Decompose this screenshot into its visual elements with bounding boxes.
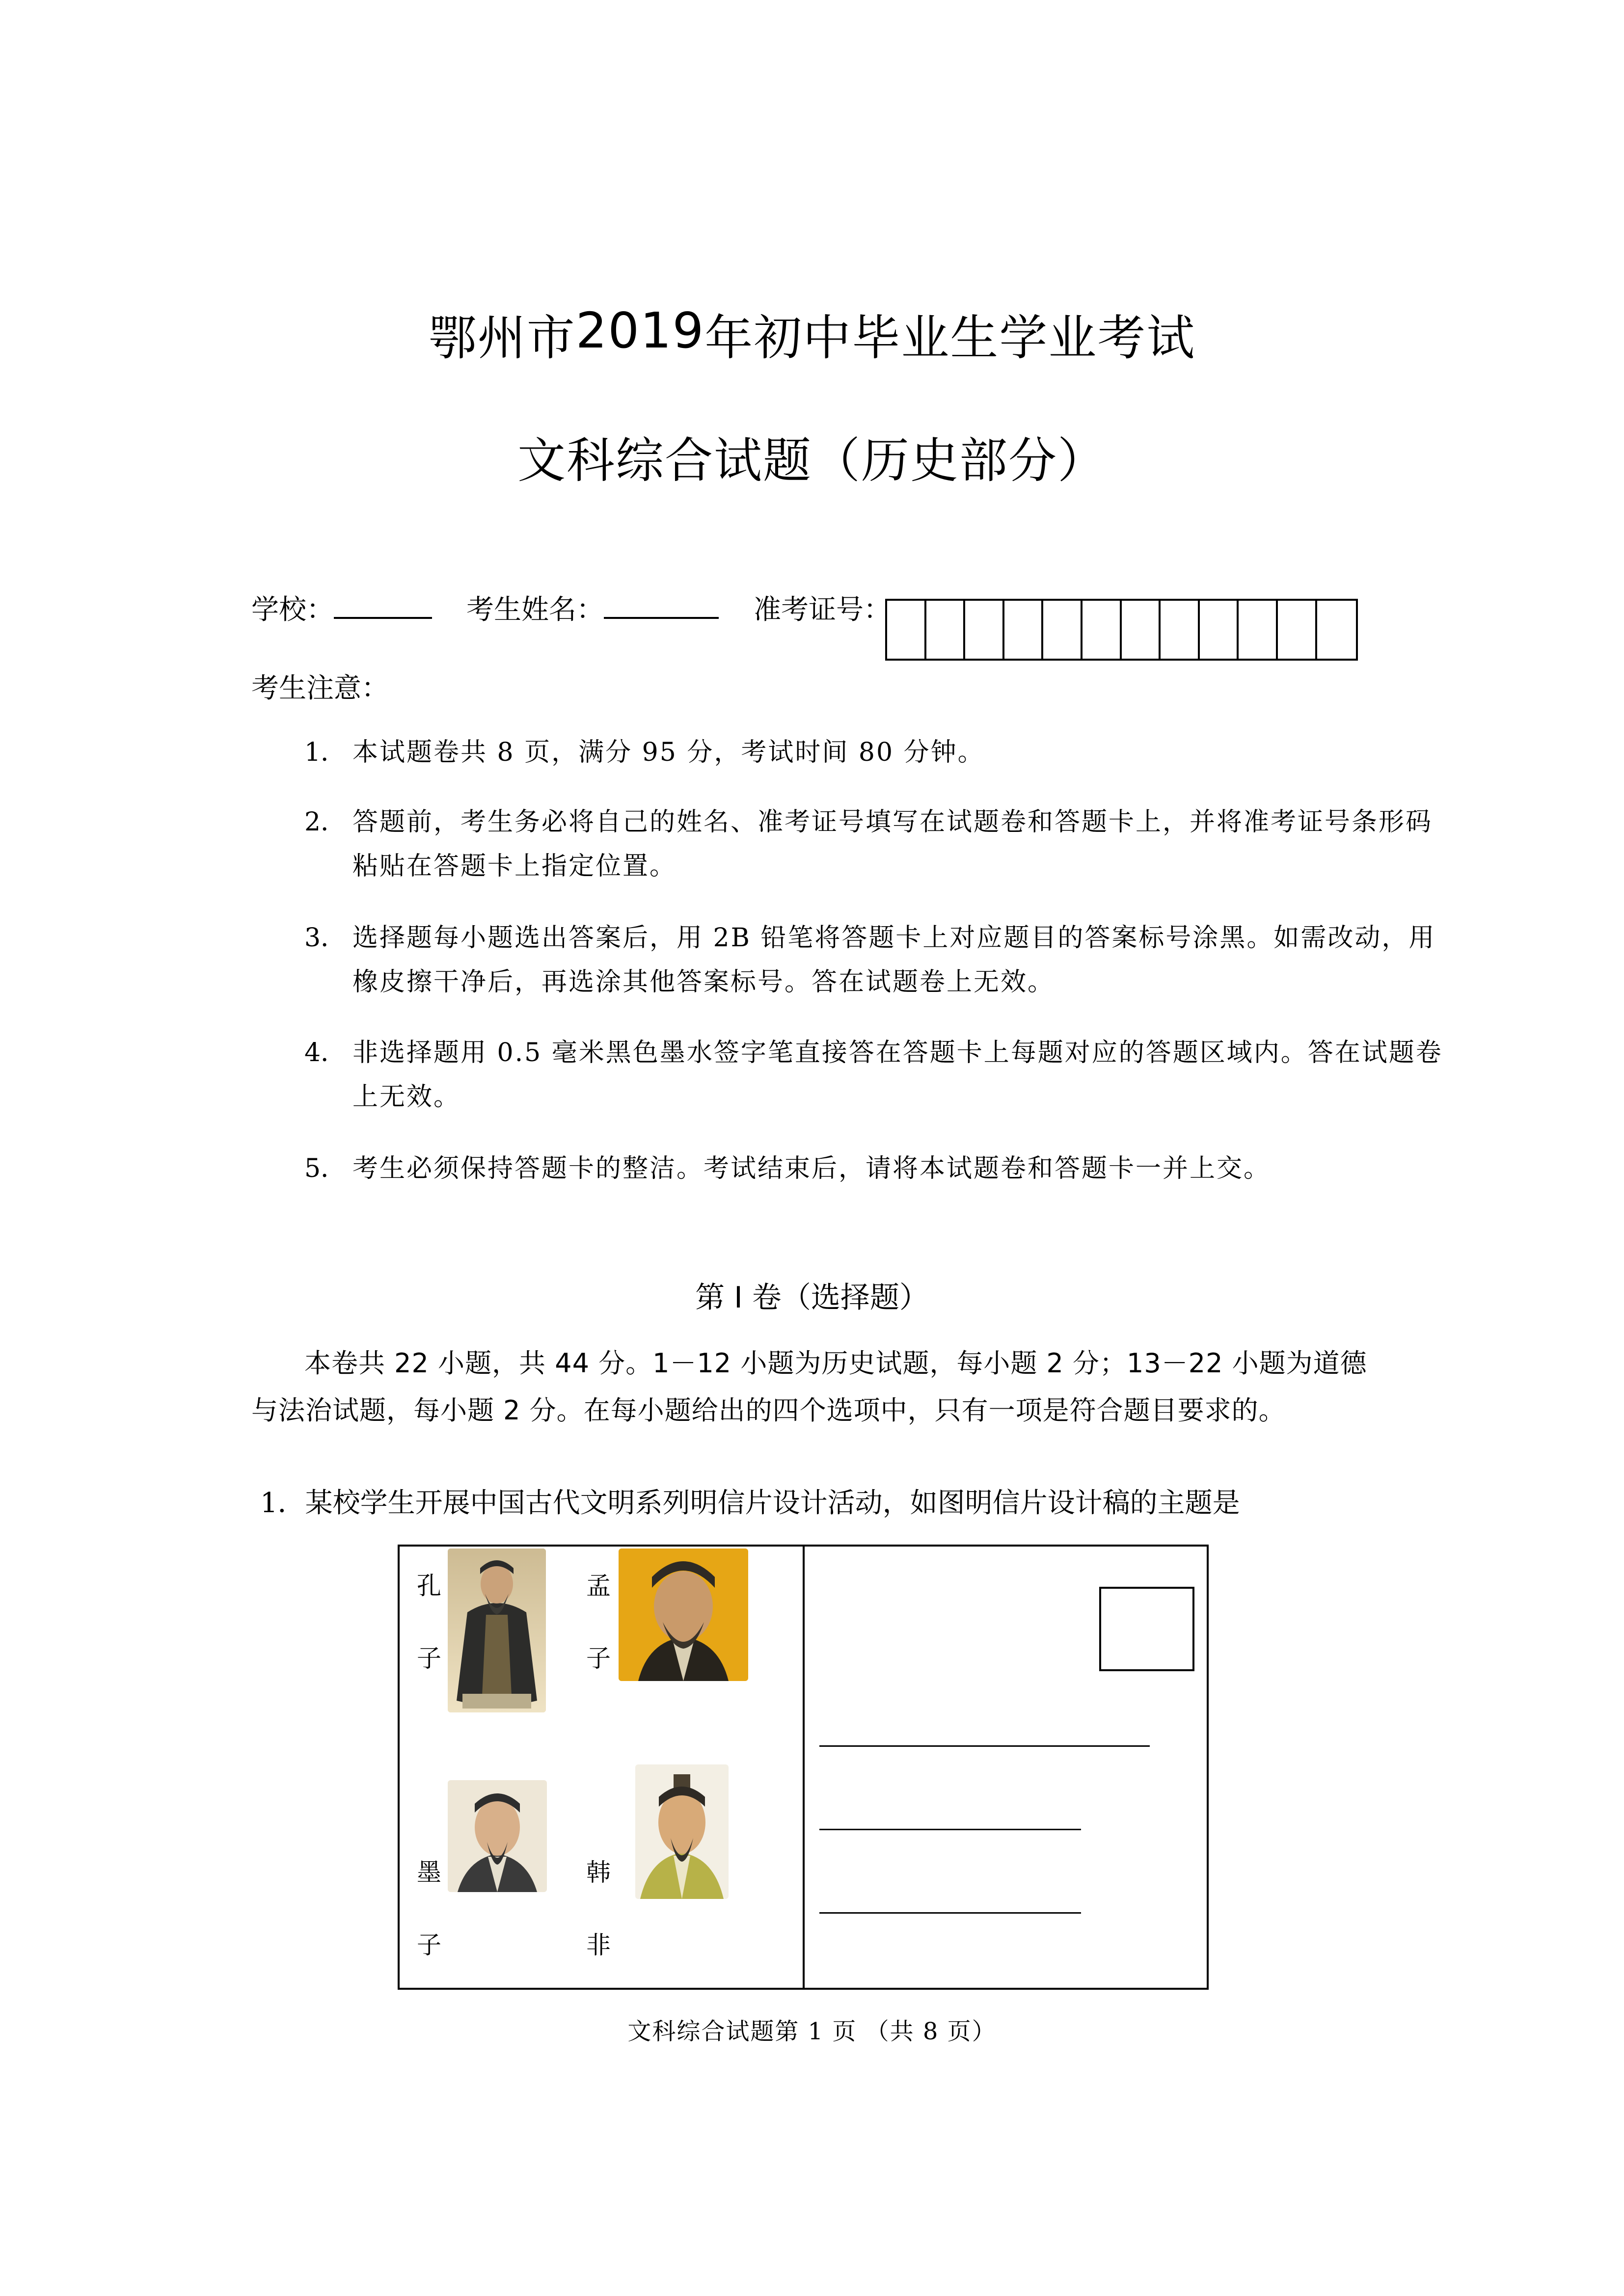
exam-subtitle: 文科综合试题（历史部分） <box>517 433 1107 489</box>
address-line <box>819 1829 1081 1830</box>
school-label: 学校： <box>251 594 334 626</box>
exam-title <box>0 299 1624 369</box>
label-char: 孔 <box>417 1572 441 1600</box>
rule-text: 非选择题用 0.5 毫米黑色墨水签字笔直接答在答题卡上每题对应的答题区域内。答在试题卷上无效。 <box>352 1038 1443 1112</box>
hanfei-portrait <box>635 1764 729 1899</box>
section-intro: 本卷共 22 小题，共 44 分。1－12 小题为历史试题，每小题 2 分；13－22 小题为道德与法治试题，每小题 2 分。在每小题给出的四个选项中，只有一项是符合题目要求的。 <box>251 1348 1367 1426</box>
figure-label-confucius <box>414 1549 444 1695</box>
label-char: 韩 <box>586 1858 611 1887</box>
rule-number: 1． <box>304 738 347 767</box>
rule-text: 答题前，考生务必将自己的姓名、准考证号填写在试题卷和答题卡上，并将准考证号条形码粘贴在答题卡上指定位置。 <box>352 807 1433 881</box>
question-1-text: 1．某校学生开展中国古代文明系列明信片设计活动，如图明信片设计稿的主题是 <box>260 1487 1240 1519</box>
page-footer: 文科综合试题第 1 页 （共 8 页） <box>627 2018 997 2045</box>
student-name-blank[interactable] <box>604 591 719 619</box>
id-cell[interactable] <box>1004 601 1044 659</box>
id-cell[interactable] <box>1239 601 1278 659</box>
student-name-label: 考生姓名： <box>466 594 604 626</box>
postcard-figure <box>398 1545 1209 1990</box>
address-line <box>819 1745 1150 1747</box>
stamp-box <box>1099 1587 1194 1671</box>
section-title: 第 I 卷（选择题） <box>695 1281 929 1315</box>
rule-number: 3． <box>304 923 347 953</box>
address-line <box>819 1912 1081 1914</box>
student-name-field <box>466 588 719 627</box>
rule-text: 选择题每小题选出答案后，用 2B 铅笔将答题卡上对应题目的答案标号涂黑。如需改动，用橡皮擦干净后，再选涂其他答案标号。答在试题卷上无效。 <box>352 923 1436 997</box>
rule-number: 5． <box>304 1154 347 1183</box>
notice-title: 考生注意： <box>251 672 389 704</box>
id-cell[interactable] <box>1083 601 1122 659</box>
rule-number: 2． <box>304 807 347 837</box>
school-field <box>251 588 432 627</box>
label-char: 非 <box>586 1931 611 1959</box>
mencius-portrait <box>619 1548 748 1681</box>
id-cell[interactable] <box>1043 601 1083 659</box>
title-suffix: 年初中毕业生学业考试 <box>704 310 1196 366</box>
confucius-portrait <box>448 1548 546 1712</box>
figure-label-mozi <box>414 1836 444 1981</box>
id-cell[interactable] <box>887 601 926 659</box>
postcard-divider <box>803 1547 805 1988</box>
label-char: 子 <box>417 1644 441 1673</box>
id-cell[interactable] <box>1200 601 1239 659</box>
figure-label-hanfei <box>584 1836 613 1981</box>
id-cell[interactable] <box>965 601 1004 659</box>
label-char: 墨 <box>417 1858 441 1887</box>
id-cell[interactable] <box>1317 601 1356 659</box>
rule-text: 本试题卷共 8 页，满分 95 分，考试时间 80 分钟。 <box>352 738 985 767</box>
figure-label-mencius <box>584 1549 613 1695</box>
title-prefix: 鄂州市 <box>428 310 576 366</box>
label-char: 子 <box>586 1644 611 1673</box>
school-blank[interactable] <box>334 591 432 619</box>
exam-id-label: 准考证号： <box>754 594 891 626</box>
mozi-portrait <box>448 1780 547 1892</box>
id-cell[interactable] <box>1278 601 1317 659</box>
id-cell[interactable] <box>926 601 966 659</box>
rule-number: 4． <box>304 1038 347 1068</box>
rule-text: 考生必须保持答题卡的整洁。考试结束后，请将本试题卷和答题卡一并上交。 <box>352 1154 1271 1183</box>
label-char: 孟 <box>586 1572 611 1600</box>
id-cell[interactable] <box>1122 601 1161 659</box>
label-char: 子 <box>417 1931 441 1959</box>
id-cell[interactable] <box>1161 601 1200 659</box>
exam-id-grid[interactable] <box>885 599 1358 661</box>
title-year: 2019 <box>575 302 705 359</box>
